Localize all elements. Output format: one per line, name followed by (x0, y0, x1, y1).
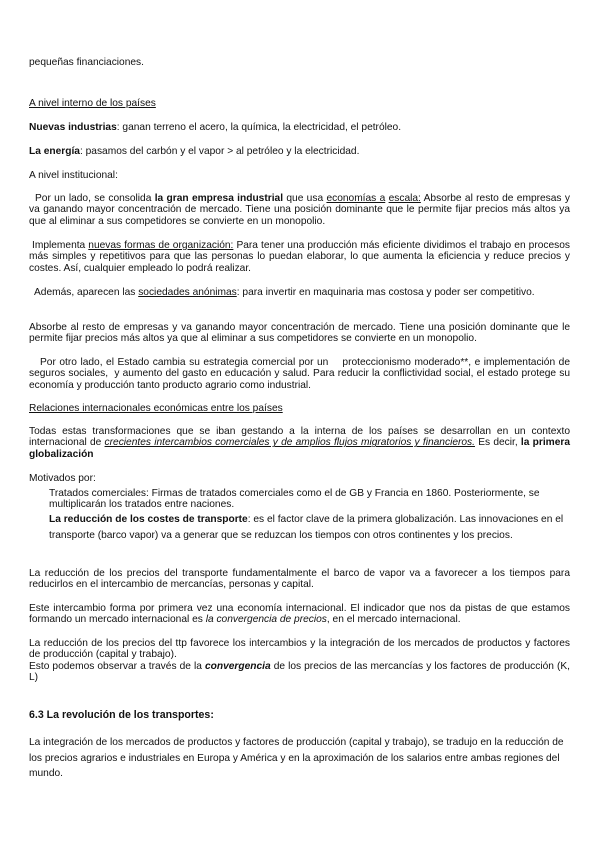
large-company-term: la gran empresa industrial (154, 193, 284, 204)
institutional-label: A nivel institucional: (29, 170, 118, 181)
flows-term: crecientes intercambios comerciales y de amplios flujos migratorios y financieros. (104, 437, 475, 449)
motivated-label: Motivados por: (29, 473, 96, 484)
transport-paragraph: La integración de los mercados de productos y factores de producción (capital y trabajo), se tradujo en la reducción de los precios agrarios e industriales en Europa y América y en la aproximación de los salarios entre ambas regiones del mundo. (29, 737, 564, 779)
heading-internal: A nivel interno de los países (29, 98, 156, 109)
exchange-text-a: Este intercambio forma por primera vez una economía internacional. El indicador que nos da pistas de que estamos formando un mercado internacional es (29, 603, 570, 626)
globalization-text-a: Todas estas transformaciones que se iban gestando a la interna de los países se desarrollan en un contexto internacional de (29, 426, 570, 449)
convergence-term: convergencia (204, 661, 271, 672)
new-industries-label: Nuevas industrias (29, 122, 117, 133)
globalization-text-c: Es decir, (474, 437, 521, 449)
scale-term: escala: (388, 193, 421, 204)
convergence-text-c: de los precios de las mercancías y los factores de producción (K, L) (29, 661, 570, 684)
large-company-text-c: que usa (283, 193, 327, 204)
societies-term: sociedades anónimas (138, 287, 237, 298)
first-globalization-term: la primera globalización (29, 437, 570, 460)
convergence-paragraph (29, 661, 570, 684)
heading-transport: 6.3 La revolución de los transportes: (29, 709, 214, 721)
societies-text-c: : para invertir en maquinaria mas costosa y poder ser competitivo. (236, 287, 535, 298)
convergence-text-a: Esto podemos observar a través de la (29, 661, 205, 672)
absorb-paragraph: Absorbe al resto de empresas y va ganando mayor concentración de mercado. Tiene una posición dominante que le permite fijar precios más altos ya que al eliminar a sus competidores se convierte en un monopolio. (29, 322, 570, 345)
transport-cost-text: : es el factor clave de la primera globalización. Las innovaciones en el transporte (barco vapor) va a generar que se reduzcan los tiempos con otros continentes y los precios. (49, 514, 564, 541)
organization-term: nuevas formas de organización: (88, 240, 234, 251)
price-convergence-term: la convergencia de precios (205, 614, 327, 626)
treaties-item: Tratados comerciales: Firmas de tratados comerciales como el de GB y Francia en 1860. Posteriormente, se multiplicarán los tratados entre naciones. (49, 488, 540, 511)
globalization-paragraph (29, 426, 570, 460)
state-paragraph: Por otro lado, el Estado cambia su estrategia comercial por un proteccionismo moderado**, e implementación de seguros sociales, y aumento del gasto en educación y salud. Para reducir la conflictividad social, el estado protege su economía y producción tanto producto agrario como industrial. (29, 357, 573, 391)
new-industries-paragraph (29, 122, 570, 133)
societies-text-a: Además, aparecen las (34, 287, 139, 298)
large-company-text-g: Absorbe al resto de empresas y va ganando mayor concentración de mercado. Tiene una posición dominante que le permite fijar precios más altos ya que al eliminar a sus competidores se convierte en un monopolio. (29, 193, 570, 227)
energy-paragraph (29, 146, 570, 157)
reduction-paragraph: La reducción de los precios del transporte fundamentalmente el barco de vapor va a favorecer a los tiempos para reducirlos en el intercambio de mercancías, personas y capital. (29, 568, 570, 591)
organization-text-a: Implementa (32, 240, 89, 251)
organization-paragraph (29, 240, 570, 274)
intro-line: pequeñas financiaciones. (29, 57, 144, 68)
new-industries-text: : ganan terreno el acero, la química, la electricidad, el petróleo. (116, 122, 402, 133)
large-company-text-a: Por un lado, se consolida (35, 193, 155, 204)
heading-international: Relaciones internacionales económicas entre los países (29, 403, 283, 414)
exchange-text-c: , en el mercado internacional. (326, 614, 461, 626)
ttp-paragraph: La reducción de los precios del ttp favorece los intercambios y la integración de los mercados de productos y factores de producción (capital y trabajo). (29, 638, 570, 661)
transport-cost-label: La reducción de los costes de transporte (49, 514, 248, 525)
energy-label: La energía (29, 146, 80, 157)
organization-text-c: Para tener una producción más eficiente dividimos el trabajo en procesos más simples y repetitivos para que las personas lo puedan elaborar, lo que aumenta la eficiencia y reduce precios y costes. Así, cualquier empleado lo podrá realizar. (29, 240, 571, 274)
large-company-paragraph (29, 193, 570, 227)
transport-cost-item (49, 512, 570, 543)
societies-paragraph (29, 287, 570, 298)
energy-text: : pasamos del carbón y el vapor > al petróleo y la electricidad. (79, 146, 360, 157)
exchange-paragraph (29, 603, 570, 626)
economies-term: economías a (326, 193, 386, 204)
